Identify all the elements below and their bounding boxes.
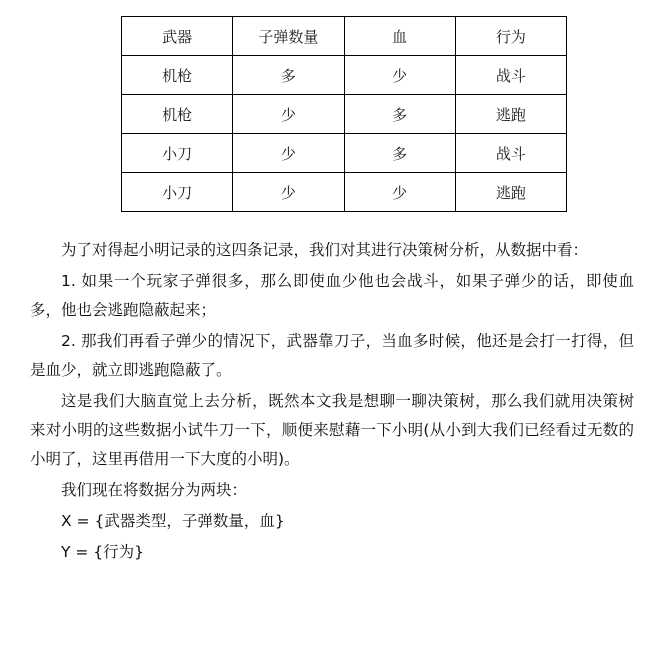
paragraph-analysis: 这是我们大脑直觉上去分析，既然本文我是想聊一聊决策树，那么我们就用决策树来对小明的这些数据小试牛刀一下，顺便来慰藉一下小明(从小到大我们已经看过无数的小明了，这里再借用一下大度的小明)。 xyxy=(30,392,634,468)
table-cell-action: 战斗 xyxy=(455,56,566,95)
table-cell-bullets: 少 xyxy=(233,134,344,173)
table-cell-weapon: 机枪 xyxy=(122,95,233,134)
table-cell-bullets: 多 xyxy=(233,56,344,95)
table-row xyxy=(122,95,567,134)
table-header-cell-weapon: 武器 xyxy=(122,17,233,56)
table-cell-bullets: 少 xyxy=(233,95,344,134)
table-cell-health: 多 xyxy=(344,134,455,173)
data-table-container xyxy=(0,0,670,212)
table-header-cell-health: 血 xyxy=(344,17,455,56)
table-cell-health: 少 xyxy=(344,173,455,212)
formula-y: Y = {行为} xyxy=(61,543,145,561)
paragraph-split-data: 我们现在将数据分为两块： xyxy=(61,481,248,499)
table-row xyxy=(122,134,567,173)
table-cell-health: 多 xyxy=(344,95,455,134)
table-header-row xyxy=(122,17,567,56)
table-row xyxy=(122,173,567,212)
decision-data-table xyxy=(121,16,567,212)
document-body xyxy=(0,212,670,567)
table-header-cell-bullets: 子弹数量 xyxy=(233,17,344,56)
table-cell-bullets: 少 xyxy=(233,173,344,212)
formula-x: X = {武器类型，子弹数量，血} xyxy=(61,512,285,530)
table-cell-weapon: 机枪 xyxy=(122,56,233,95)
table-header-cell-action: 行为 xyxy=(455,17,566,56)
table-cell-action: 战斗 xyxy=(455,134,566,173)
paragraph-list-item-2: 2. 那我们再看子弹少的情况下，武器靠刀子，当血多时候，他还是会打一打得，但是血少，就立即逃跑隐蔽了。 xyxy=(30,332,634,379)
table-cell-action: 逃跑 xyxy=(455,173,566,212)
table-cell-weapon: 小刀 xyxy=(122,173,233,212)
paragraph-intro: 为了对得起小明记录的这四条记录，我们对其进行决策树分析，从数据中看： xyxy=(61,241,589,259)
paragraph-list-item-1: 1. 如果一个玩家子弹很多，那么即使血少他也会战斗，如果子弹少的话，即使血多，他也会逃跑隐蔽起来； xyxy=(30,272,634,319)
table-cell-action: 逃跑 xyxy=(455,95,566,134)
table-row xyxy=(122,56,567,95)
table-cell-weapon: 小刀 xyxy=(122,134,233,173)
table-cell-health: 少 xyxy=(344,56,455,95)
